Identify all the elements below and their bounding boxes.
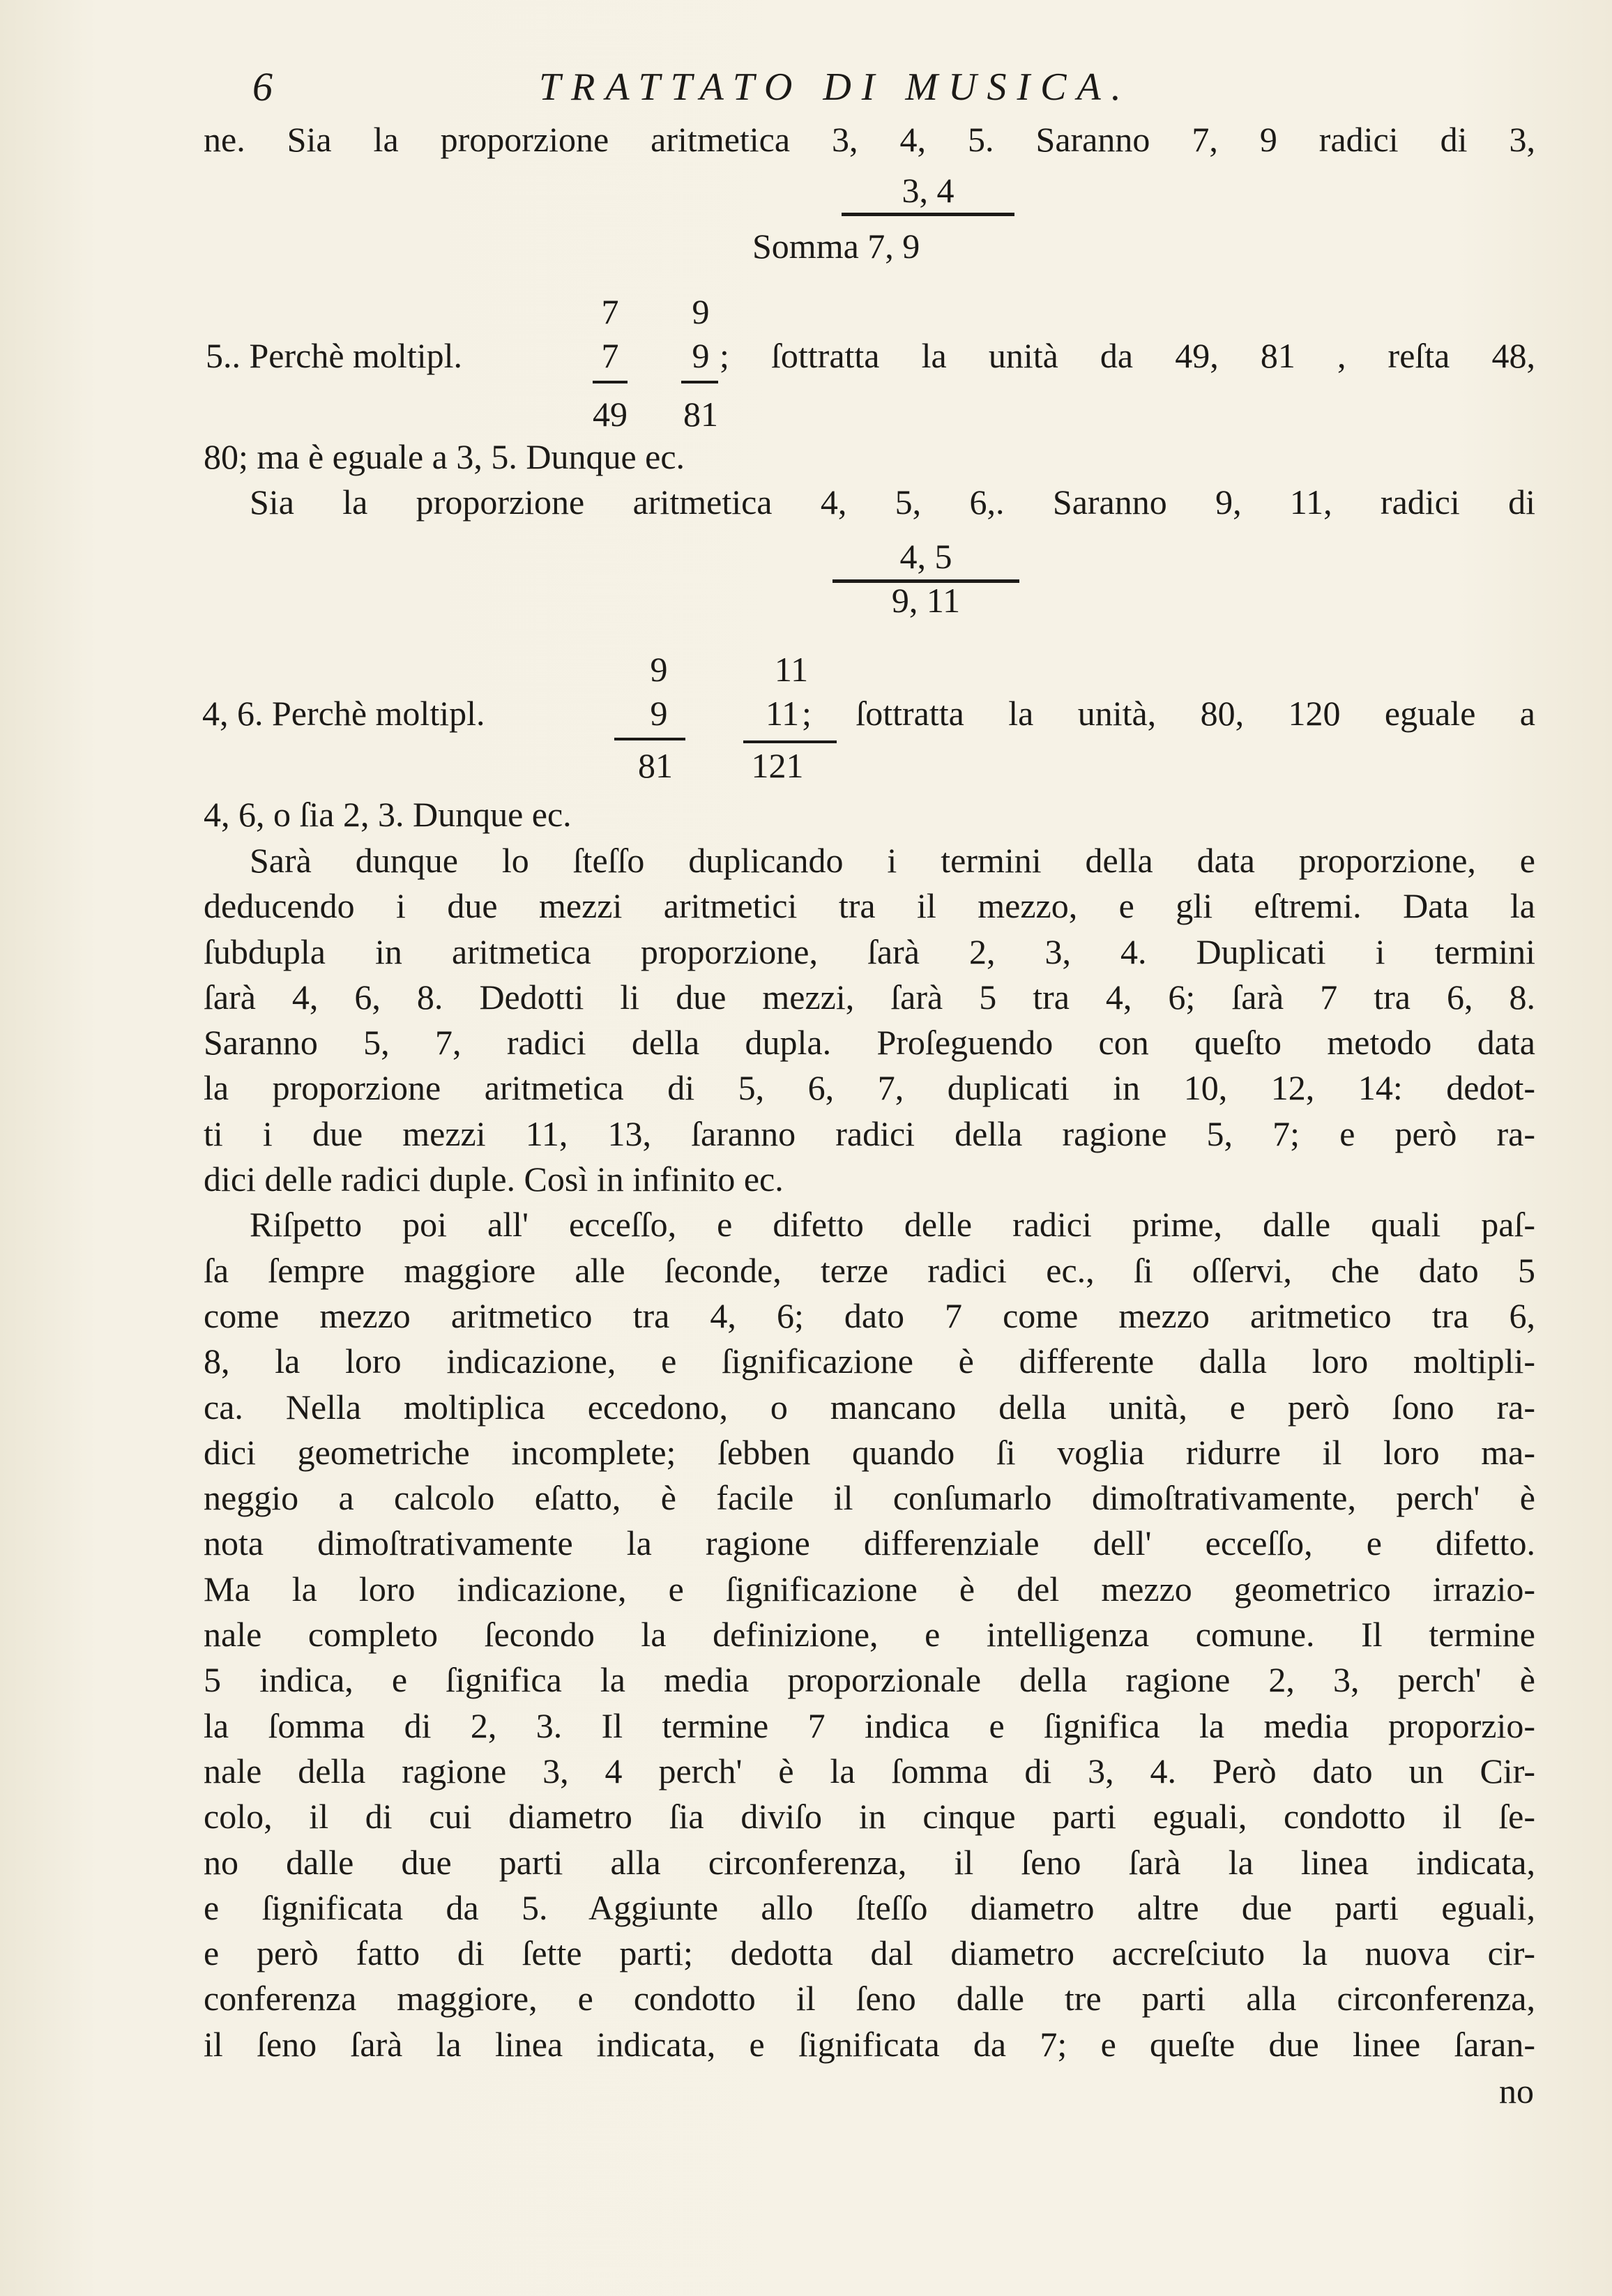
- catchword: no: [1499, 2071, 1534, 2111]
- text-line: Sia la proporzione aritmetica 4, 5, 6,. Saranno 9, 11, radici di: [250, 482, 1535, 522]
- text-line: Sarà dunque lo ſteſſo duplicando i termini della data proporzione, e: [250, 841, 1535, 880]
- text-line: il ſeno ſarà la linea indicata, e ſignificata da 7; e queſte due linee ſaran-: [204, 2024, 1535, 2064]
- mult-top: 11: [774, 650, 809, 689]
- body-text: [204, 838, 1535, 2067]
- mult-top: 9: [692, 292, 710, 331]
- mult-top: 7: [601, 292, 619, 331]
- sum-addend: 4, 5: [899, 537, 952, 576]
- text-line: nale della ragione 3, 4 perch' è la ſomma di 3, 4. Però dato un Cir-: [204, 1751, 1535, 1791]
- sum-addend: 3, 4: [902, 171, 955, 210]
- text-line: dici delle radici duple. Così in infinito ec.: [204, 1160, 784, 1199]
- page-number: 6: [252, 64, 273, 109]
- text-line: Saranno 5, 7, radici della dupla. Proſeguendo con queſto metodo data: [204, 1023, 1535, 1063]
- text-line: nota dimoſtrativamente la ragione differenziale dell' ecceſſo, e difetto.: [204, 1523, 1535, 1563]
- text-line: ti i due mezzi 11, 13, ſaranno radici della ragione 5, 7; e però ra-: [204, 1113, 1535, 1153]
- text-line: come mezzo aritmetico tra 4, 6; dato 7 come mezzo aritmetico tra 6,: [204, 1295, 1535, 1335]
- mult-rule: [593, 381, 628, 383]
- text-line: 5 indica, e ſignifica la media proporzionale della ragione 2, 3, perch' è: [204, 1660, 1535, 1700]
- text-line: ſubdupla in aritmetica proporzione, ſarà 2, 3, 4. Duplicati i termini: [204, 932, 1535, 971]
- text-line: Riſpetto poi all' ecceſſo, e difetto delle radici prime, dalle quali paſ-: [250, 1205, 1535, 1245]
- text-line: no dalle due parti alla circonferenza, il ſeno ſarà la linea indicata,: [204, 1842, 1535, 1882]
- mult-text: ; ſottratta la unità da 49, 81 , reſta 48,: [720, 336, 1535, 375]
- mult-top: 9: [650, 650, 668, 689]
- text-line: e ſignificata da 5. Aggiunte allo ſteſſo diametro altre due parti eguali,: [204, 1887, 1535, 1927]
- mult-label: 5.. Perchè moltipl.: [206, 336, 462, 375]
- mult-rule: [681, 381, 718, 383]
- mult-product: 49: [593, 395, 628, 434]
- text-line: la proporzione aritmetica di 5, 6, 7, duplicati in 10, 12, 14: dedot-: [204, 1068, 1535, 1108]
- text-line: 8, la loro indicazione, e ſignificazione è differente dalla loro moltipli-: [204, 1341, 1535, 1381]
- text-line: ca. Nella moltiplica eccedono, o mancano della unità, e però ſono ra-: [204, 1387, 1535, 1427]
- mult-text: ; ſottratta la unità, 80, 120 eguale a: [802, 694, 1535, 733]
- mult-mid: 7: [601, 336, 619, 375]
- text-line: dici geometriche incomplete; ſebben quando ſi voglia ridurre il loro ma-: [204, 1432, 1535, 1472]
- mult-mid: 9: [650, 694, 668, 733]
- mult-rule: [614, 738, 685, 740]
- text-line: colo, il di cui diametro ſia diviſo in cinque parti eguali, condotto il ſe-: [204, 1797, 1535, 1837]
- text-line: ſarà 4, 6, 8. Dedotti li due mezzi, ſarà 5 tra 4, 6; ſarà 7 tra 6, 8.: [204, 977, 1535, 1017]
- mult-mid: 9: [692, 336, 710, 375]
- sum-rule: [842, 213, 1014, 216]
- text-line: deducendo i due mezzi aritmetici tra il mezzo, e gli eſtremi. Data la: [204, 886, 1535, 926]
- running-title: TRATTATO DI MUSICA.: [539, 66, 1132, 109]
- text-line: nale completo ſecondo la definizione, e intelligenza comune. Il termine: [204, 1615, 1535, 1655]
- text-line: ne. Sia la proporzione aritmetica 3, 4, 5. Saranno 7, 9 radici di 3,: [204, 120, 1535, 159]
- sum-total: Somma 7, 9: [752, 227, 920, 266]
- mult-product: 121: [751, 746, 804, 785]
- mult-product: 81: [683, 395, 718, 434]
- text-line: 80; ma è eguale a 3, 5. Dunque ec.: [204, 437, 685, 476]
- text-line: Ma la loro indicazione, e ſignificazione è del mezzo geometrico irrazio-: [204, 1569, 1535, 1609]
- text-line: 4, 6, o ſia 2, 3. Dunque ec.: [204, 795, 572, 834]
- text-line: neggio a calcolo eſatto, è facile il conſumarlo dimoſtrativamente, perch' è: [204, 1478, 1535, 1518]
- mult-product: 81: [638, 746, 673, 785]
- text-line: ſa ſempre maggiore alle ſeconde, terze radici ec., ſi oſſervi, che dato 5: [204, 1250, 1535, 1290]
- text-line: conferenza maggiore, e condotto il ſeno dalle tre parti alla circonferenza,: [204, 1979, 1535, 2018]
- text-line: la ſomma di 2, 3. Il termine 7 indica e ſignifica la media proporzio-: [204, 1705, 1535, 1745]
- mult-mid: 11: [766, 694, 800, 733]
- sum-total: 9, 11: [891, 581, 961, 620]
- mult-label: 4, 6. Perchè moltipl.: [202, 694, 485, 733]
- text-line: e però fatto di ſette parti; dedotta dal diametro accreſciuto la nuova cir-: [204, 1933, 1535, 1973]
